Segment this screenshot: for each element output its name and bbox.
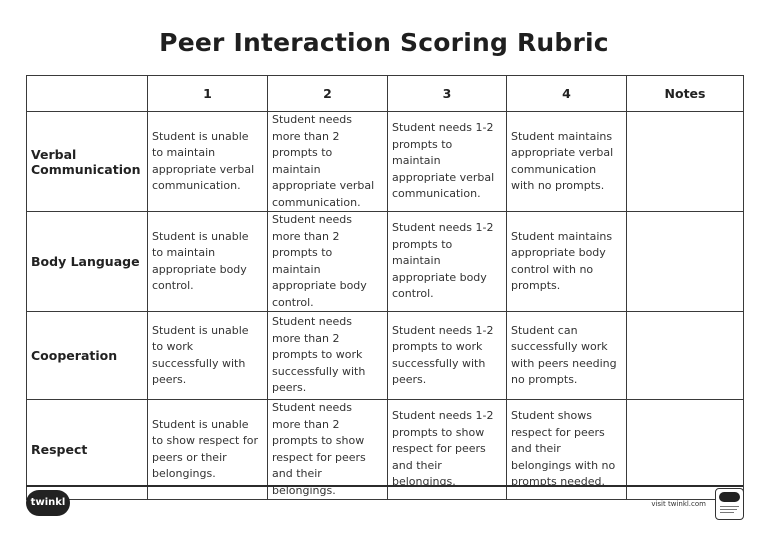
column-header-3: 3 — [388, 76, 507, 112]
notes-cell[interactable] — [627, 212, 744, 312]
table-row — [27, 112, 744, 212]
column-header-2: 2 — [268, 76, 388, 112]
rubric-cell: Student needs more than 2 prompts to show respect for peers and their belongings. — [268, 400, 388, 500]
rubric-cell: Student can successfully work with peers needing no prompts. — [507, 312, 627, 400]
column-header-4: 4 — [507, 76, 627, 112]
rubric-cell: Student shows respect for peers and their belongings with no prompts needed. — [507, 400, 627, 500]
header-row — [27, 76, 744, 112]
twinkl-logo: twinkl — [26, 490, 70, 516]
rubric-cell: Student needs more than 2 prompts to work successfully with peers. — [268, 312, 388, 400]
rubric-cell: Student needs 1-2 prompts to maintain appropriate body control. — [388, 212, 507, 312]
column-header-notes: Notes — [627, 76, 744, 112]
rubric-cell: Student is unable to work successfully with peers. — [148, 312, 268, 400]
table-row — [27, 312, 744, 400]
footer-divider — [26, 485, 743, 487]
column-header-1: 1 — [148, 76, 268, 112]
rubric-table — [26, 75, 744, 500]
rubric-cell: Student needs 1-2 prompts to work successfully with peers. — [388, 312, 507, 400]
row-header-verbal-communication: Verbal Communication — [27, 112, 148, 212]
corner-cell — [27, 76, 148, 112]
rubric-cell: Student needs 1-2 prompts to show respect for peers and their belongings. — [388, 400, 507, 500]
rubric-cell: Student needs more than 2 prompts to maintain appropriate verbal communication. — [268, 112, 388, 212]
rubric-cell: Student is unable to show respect for peers or their belongings. — [148, 400, 268, 500]
rubric-cell: Student is unable to maintain appropriate body control. — [148, 212, 268, 312]
row-header-body-language: Body Language — [27, 212, 148, 312]
row-header-respect: Respect — [27, 400, 148, 500]
rubric-cell: Student needs more than 2 prompts to maintain appropriate body control. — [268, 212, 388, 312]
table-row — [27, 212, 744, 312]
rubric-cell: Student is unable to maintain appropriate verbal communication. — [148, 112, 268, 212]
page-title: Peer Interaction Scoring Rubric — [159, 28, 609, 57]
rubric-cell: Student maintains appropriate body control with no prompts. — [507, 212, 627, 312]
rubric-cell: Student needs 1-2 prompts to maintain appropriate verbal communication. — [388, 112, 507, 212]
rubric-cell: Student maintains appropriate verbal communication with no prompts. — [507, 112, 627, 212]
quality-standard-badge-icon — [715, 488, 744, 520]
row-header-cooperation: Cooperation — [27, 312, 148, 400]
notes-cell[interactable] — [627, 112, 744, 212]
visit-website-text: visit twinkl.com — [651, 500, 706, 508]
notes-cell[interactable] — [627, 312, 744, 400]
